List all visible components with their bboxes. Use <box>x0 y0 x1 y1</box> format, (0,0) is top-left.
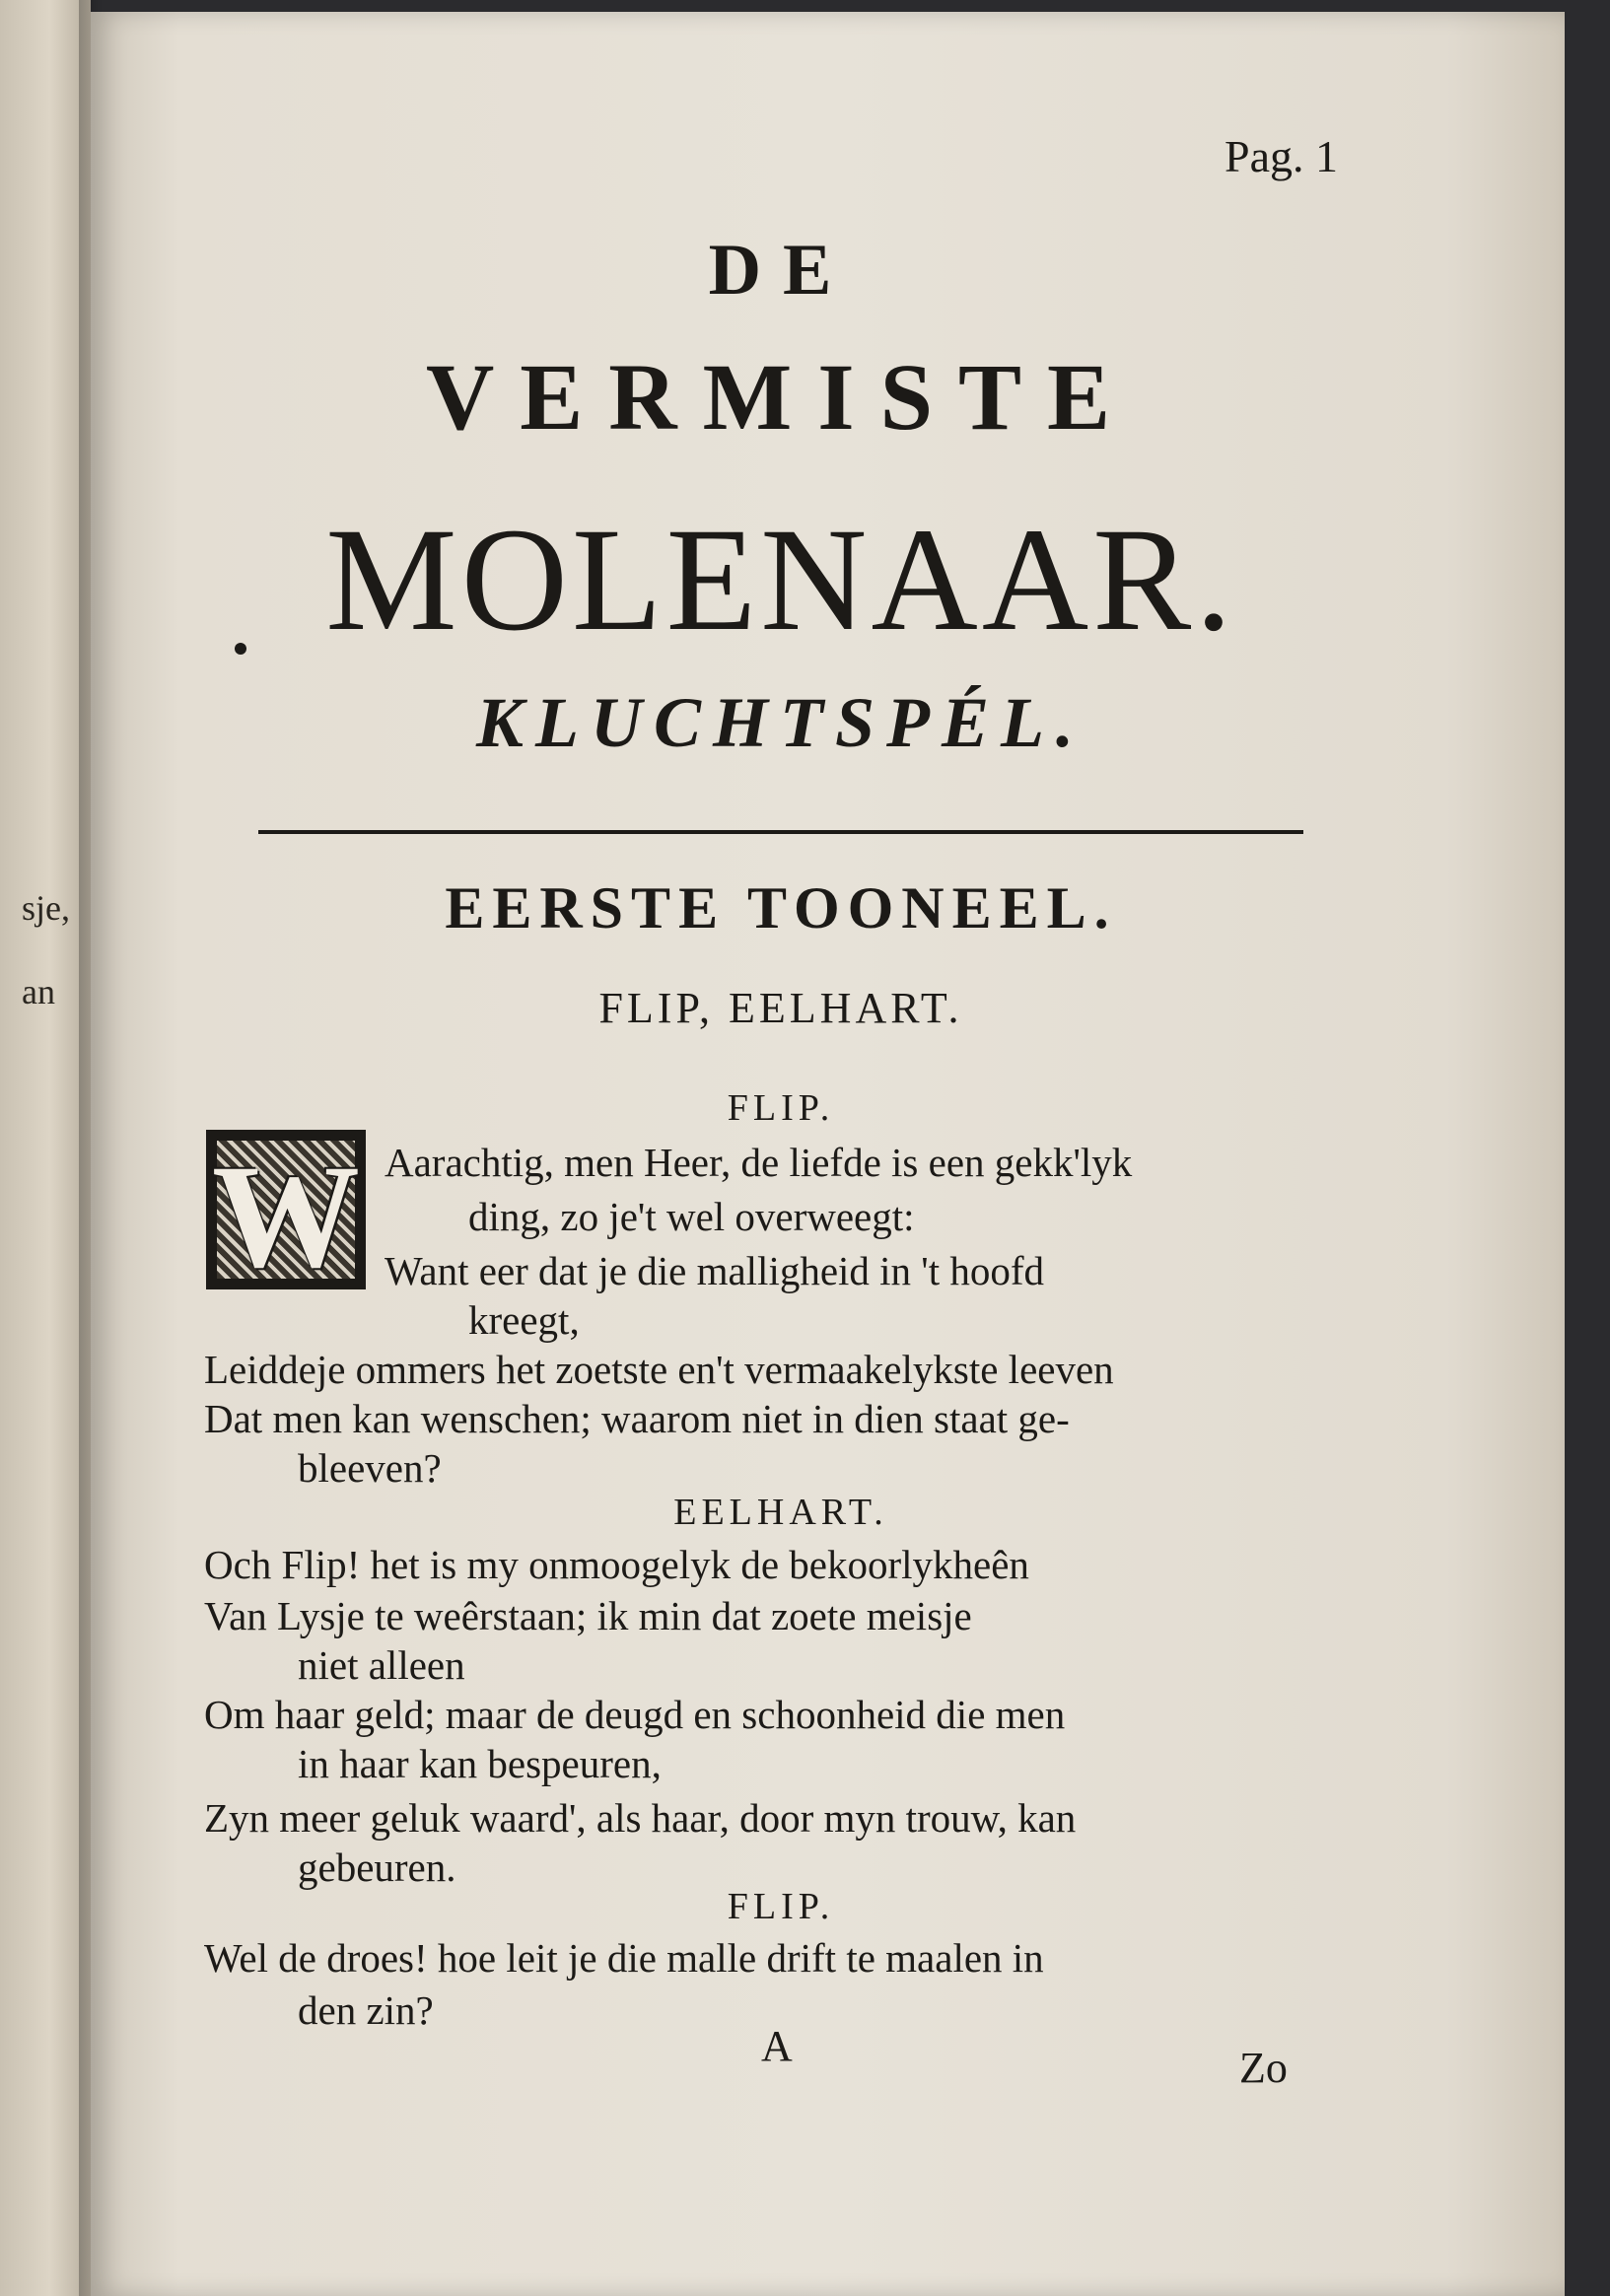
verse-line: gebeuren. <box>298 1844 456 1890</box>
verse-line: Aarachtig, men Heer, de liefde is een gekk'lyk <box>385 1140 1133 1185</box>
left-page-fragment: sje, <box>22 888 70 928</box>
title-line-de: DE <box>708 230 854 311</box>
horizontal-rule <box>258 830 1303 834</box>
scene-heading: EERSTE TOONEEL. <box>445 875 1117 940</box>
signature-mark: A <box>761 2022 793 2070</box>
scene-personae: FLIP, EELHART. <box>598 984 963 1032</box>
verse-line: kreegt, <box>468 1297 580 1343</box>
subtitle-kluchtspel: KLUCHTSPÉL. <box>475 683 1086 762</box>
catchword: Zo <box>1239 2044 1288 2092</box>
book-page <box>91 12 1565 2296</box>
speaker-label: EELHART. <box>673 1492 888 1533</box>
verse-line: Om haar geld; maar de deugd en schoonheid die men <box>204 1692 1066 1737</box>
speaker-label: FLIP. <box>727 1886 835 1927</box>
left-page-fragment: an <box>22 972 55 1011</box>
verse-line: Wel de droes! hoe leit je die malle drift te maalen in <box>204 1935 1044 1981</box>
speaker-label: FLIP. <box>727 1087 835 1129</box>
verse-line: Want eer dat je die malligheid in 't hoofd <box>385 1248 1044 1293</box>
verse-line: bleeven? <box>298 1445 442 1491</box>
verse-line: den zin? <box>298 1987 434 2033</box>
decorated-initial-icon <box>206 1130 366 1298</box>
verse-line: in haar kan bespeuren, <box>298 1741 662 1786</box>
title-line-molenaar: MOLENAAR. <box>325 498 1236 661</box>
verse-line: Van Lysje te weêrstaan; ik min dat zoete meisje <box>204 1593 972 1638</box>
verse-line: Zyn meer geluk waard', als haar, door myn trouw, kan <box>204 1795 1077 1841</box>
verse-line: Leiddeje ommers het zoetste en't vermaakelykste leeven <box>204 1347 1114 1392</box>
left-page-edge <box>0 0 91 2296</box>
verse-line: Och Flip! het is my onmoogelyk de bekoorlykheên <box>204 1542 1029 1587</box>
verse-line: ding, zo je't wel overweegt: <box>468 1194 915 1239</box>
verse-line: niet alleen <box>298 1642 465 1688</box>
page-number: Pag. 1 <box>1225 131 1338 181</box>
decorated-initial-letter: W <box>212 1135 360 1298</box>
title-line-vermiste: VERMISTE <box>425 344 1137 450</box>
verse-line: Dat men kan wenschen; waarom niet in dien staat ge- <box>204 1396 1070 1441</box>
ink-dot <box>235 643 246 655</box>
